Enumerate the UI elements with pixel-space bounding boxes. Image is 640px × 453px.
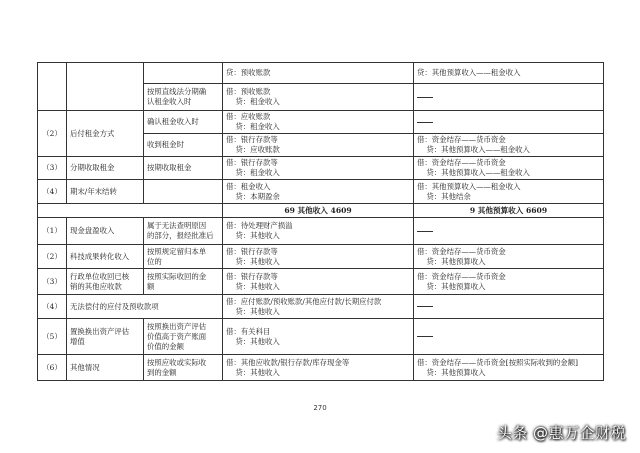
dash-mark	[417, 336, 433, 337]
item-cell: 置换换出资产评估 增值	[67, 319, 144, 355]
section-title-budget: 9 其他预算收入 6609	[414, 204, 604, 218]
number-cell: （2）	[38, 245, 67, 269]
dash-mark	[417, 306, 433, 307]
budget-entry-cell: 借：资金结存——货币资金 贷：其他预算收入	[414, 245, 604, 269]
financial-entry-cell: 贷：预收账款	[223, 63, 414, 84]
number-cell: （3）	[38, 157, 67, 180]
condition-cell: 属于无法查明原因 的部分，报经批准后	[144, 218, 223, 245]
number-cell: （1）	[38, 218, 67, 245]
condition-cell: 按照换出资产评估 价值高于资产账面 价值的金额	[144, 319, 223, 355]
watermark: 头条 @惠万企财税	[496, 424, 626, 442]
number-cell: （4）	[38, 295, 67, 319]
financial-entry-cell: 借：应收账款 贷：租金收入	[223, 111, 414, 134]
condition-cell: 按期收取租金	[144, 157, 223, 180]
item-cell: 其他情况	[67, 355, 144, 381]
number-cell: （2）	[38, 111, 67, 157]
financial-entry-cell: 借：银行存款等 贷：其他收入	[223, 269, 414, 295]
table-row	[38, 245, 604, 269]
budget-entry-cell	[414, 111, 604, 134]
financial-entry-cell: 借：待处理财产损溢 贷：其他收入	[223, 218, 414, 245]
item-cell: 现金盘盈收入	[67, 218, 144, 245]
budget-entry-cell	[414, 319, 604, 355]
table-row	[38, 218, 604, 245]
number-cell: （5）	[38, 319, 67, 355]
item-cell: 行政单位收回已核 销的其他应收款	[67, 269, 144, 295]
section-header-row	[38, 204, 604, 218]
financial-entry-cell: 借：应付账款/预收账款/其他应付款/长期应付款 贷：其他收入	[223, 295, 414, 319]
table-row	[38, 295, 604, 319]
condition-cell: 收到租金时	[144, 134, 223, 157]
page-number: 270	[313, 404, 327, 412]
accounting-table	[37, 62, 604, 381]
financial-entry-cell: 借：银行存款等 贷：租金收入	[223, 157, 414, 180]
budget-entry-cell: 借：资金结存——货币资金[按照实际收到的金额] 贷：其他预算收入	[414, 355, 604, 381]
table-row	[38, 63, 604, 84]
item-cell	[67, 63, 144, 111]
number-cell: （6）	[38, 355, 67, 381]
budget-entry-cell	[414, 84, 604, 111]
condition-cell: 按照实际收回的金 额	[144, 269, 223, 295]
budget-entry-cell	[414, 218, 604, 245]
budget-entry-cell: 借：其他预算收入——租金收入 贷：其他结余	[414, 180, 604, 204]
table-row	[38, 180, 604, 204]
item-cell: 分期收取租金	[67, 157, 144, 180]
financial-entry-cell: 借：银行存款等 贷：应收账款	[223, 134, 414, 157]
budget-entry-cell	[414, 295, 604, 319]
dash-mark	[417, 231, 433, 232]
financial-entry-cell: 借：预收账款 贷：租金收入	[223, 84, 414, 111]
budget-entry-cell: 借：资金结存——货币资金 贷：其他预算收入	[414, 269, 604, 295]
condition-cell: 按照应收或实际收 到的金额	[144, 355, 223, 381]
table-row	[38, 355, 604, 381]
budget-entry-cell: 借：资金结存——货币资金 贷：其他预算收入——租金收入	[414, 134, 604, 157]
condition-cell: 确认租金收入时	[144, 111, 223, 134]
item-cell: 无法偿付的应付及预收款项	[67, 295, 223, 319]
dash-mark	[417, 122, 433, 123]
financial-entry-cell: 借：银行存款等 贷：其他收入	[223, 245, 414, 269]
budget-entry-cell: 贷：其他预算收入——租金收入	[414, 63, 604, 84]
section-spacer-cell	[38, 204, 223, 218]
condition-cell: 按照规定留归本单 位的	[144, 245, 223, 269]
condition-cell	[144, 180, 223, 204]
number-cell: （4）	[38, 180, 67, 204]
condition-cell: 按照直线法分期确 认租金收入时	[144, 84, 223, 111]
item-cell: 科技成果转化收入	[67, 245, 144, 269]
table-row	[38, 157, 604, 180]
item-cell: 后付租金方式	[67, 111, 144, 157]
number-cell	[38, 63, 67, 111]
budget-entry-cell: 借：资金结存——货币资金 贷：其他预算收入——租金收入	[414, 157, 604, 180]
number-cell: （3）	[38, 269, 67, 295]
table-row	[38, 111, 604, 134]
table-row	[38, 269, 604, 295]
item-cell: 期末/年末结转	[67, 180, 144, 204]
financial-entry-cell: 借：有关科目 贷：其他收入	[223, 319, 414, 355]
financial-entry-cell: 借：租金收入 贷：本期盈余	[223, 180, 414, 204]
financial-entry-cell: 借：其他应收款/银行存款/库存现金等 贷：其他收入	[223, 355, 414, 381]
section-title-financial: 69 其他收入 4609	[223, 204, 414, 218]
condition-cell	[144, 63, 223, 84]
table-row	[38, 319, 604, 355]
dash-mark	[417, 97, 433, 98]
